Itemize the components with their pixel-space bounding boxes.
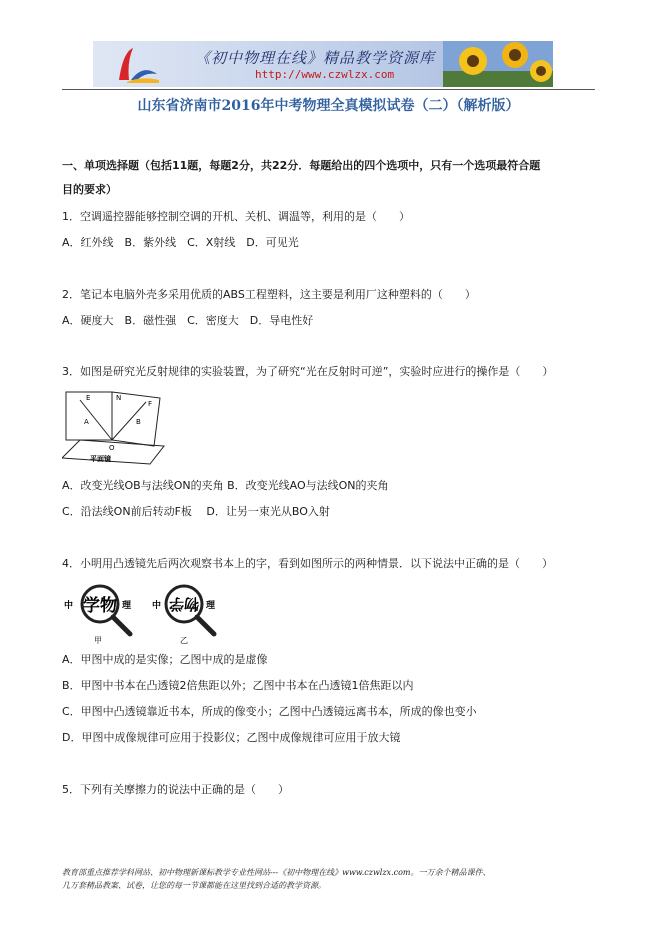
left-right-char: 理 (122, 601, 132, 611)
question-4-option-b: B．甲图中书本在凸透镜2倍焦距以外；乙图中书本在凸透镜1倍焦距以内 (62, 679, 414, 692)
question-1-stem: 1．空调遥控器能够控制空调的开机、关机、调温等，利用的是（ ） (62, 210, 410, 223)
site-logo (113, 46, 163, 84)
question-4-stem: 4．小明用凸透镜先后两次观察书本上的字，看到如图所示的两种情景．以下说法中正确的是（ ） (62, 557, 553, 570)
question-4-option-d: D．甲图中成像规律可应用于投影仪；乙图中成像规律可应用于放大镜 (62, 731, 401, 744)
label-mirror: 平面镜 (90, 455, 111, 463)
label-o: O (109, 444, 115, 452)
magnifier-right (152, 586, 216, 645)
question-5-stem: 5．下列有关摩擦力的说法中正确的是（ ） (62, 783, 289, 796)
magnifier-left (64, 586, 132, 645)
caption-yi: 乙 (180, 636, 188, 645)
section-heading: 一、单项选择题（包括11题，每题2分，共22分．每题给出的四个选项中，只有一个选项最符合题 (62, 159, 541, 172)
right-right-char: 理 (206, 601, 216, 611)
question-1-options: A．红外线 B．紫外线 C．X射线 D．可见光 (62, 236, 299, 249)
question-2-stem: 2．笔记本电脑外壳多采用优质的ABS工程塑料，这主要是利用厂这种塑料的（ ） (62, 288, 476, 301)
sunflower-image (443, 41, 553, 87)
header-banner (93, 41, 553, 87)
header-rule (62, 89, 595, 90)
label-a: A (84, 418, 89, 426)
left-side-char: 中 (64, 601, 74, 611)
label-f: F (148, 400, 153, 408)
label-b: B (136, 418, 141, 426)
question-3-options-ab: A．改变光线OB与法线ON的夹角 B．改变光线AO与法线ON的夹角 (62, 479, 389, 492)
document-title: 山东省济南市2016年中考物理全真模拟试卷（二）（解析版） (137, 98, 520, 114)
section-heading-cont: 目的要求） (62, 183, 117, 196)
question-3-options-cd: C．沿法线ON前后转动F板 D．让另一束光从BO入射 (62, 505, 330, 518)
left-magnified-text: 学物 (83, 596, 117, 616)
right-side-char: 中 (152, 601, 162, 611)
reflection-apparatus-figure (62, 388, 166, 466)
banner-title: 《初中物理在线》精品教学资源库 (195, 49, 436, 67)
question-4-option-a: A．甲图中成的是实像；乙图中成的是虚像 (62, 653, 268, 666)
question-3-stem: 3．如图是研究光反射规律的实验装置，为了研究“光在反射时可逆”，实验时应进行的操作是（ ） (62, 365, 554, 378)
caption-jia: 甲 (94, 636, 102, 645)
footer-line-1: 教育部重点推荐学科网站、初中物理新课标教学专业性网站---《初中物理在线》www.czwlzx.com。一万余个精品课件、 (62, 868, 491, 877)
banner-url[interactable]: http://www.czwlzx.com (255, 68, 395, 81)
footer-line-2: 几万套精品教案、试卷，让您的每一节课都能在这里找到合适的教学资源。 (62, 881, 326, 890)
question-4-option-c: C．甲图中凸透镜靠近书本，所成的像变小；乙图中凸透镜远离书本，所成的像也变小 (62, 705, 477, 718)
magnifier-figure (62, 580, 242, 646)
question-2-options: A．硬度大 B．磁性强 C．密度大 D．导电性好 (62, 314, 314, 327)
label-n: N (116, 394, 122, 402)
right-inverted-text: 物学 (168, 595, 200, 613)
label-e: E (86, 394, 91, 402)
page-footer (62, 866, 602, 892)
